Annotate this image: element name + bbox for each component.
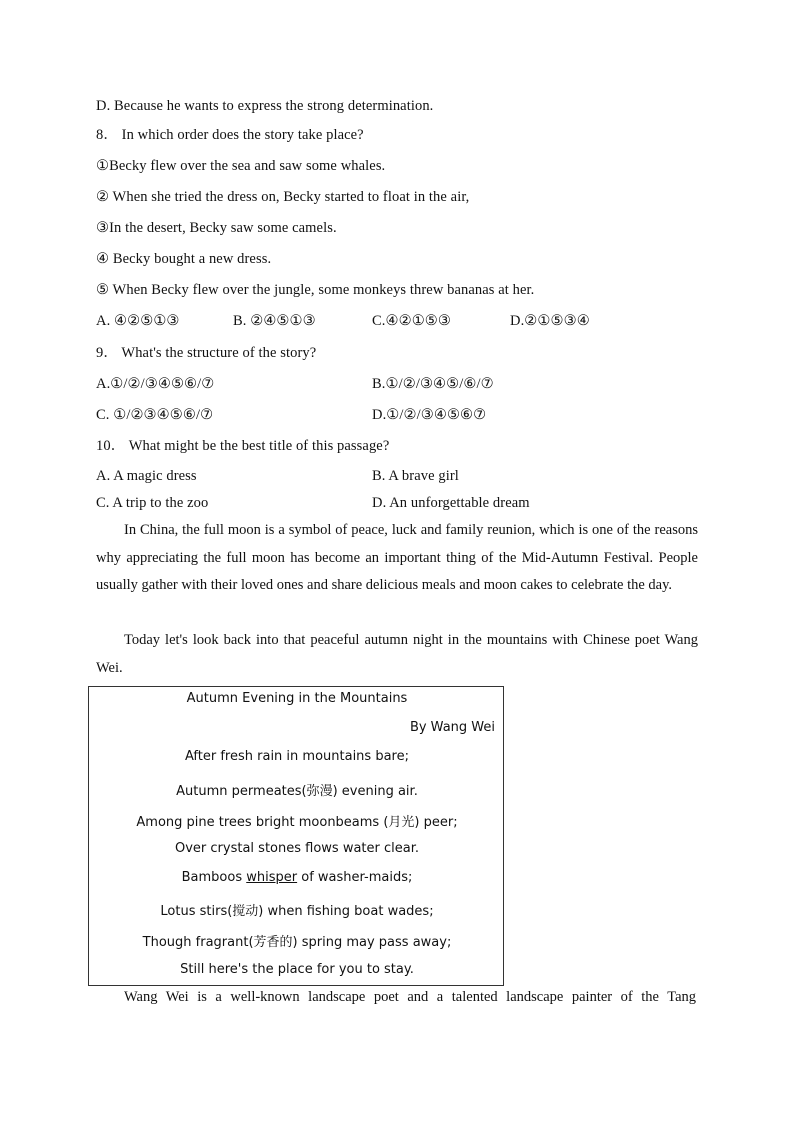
- q8-option-b: B. ②④⑤①③: [233, 313, 316, 329]
- q10-option-d: D. An unforgettable dream: [372, 495, 530, 511]
- poem-line-4: Over crystal stones flows water clear.: [175, 841, 419, 856]
- q9-option-d: D.①/②/③④⑤⑥⑦: [372, 407, 487, 423]
- poem-line-7: Though fragrant(芳香的) spring may pass away;: [142, 935, 452, 950]
- q8-option-a: A. ④②⑤①③: [96, 313, 180, 329]
- q10-option-b: B. A brave girl: [372, 468, 459, 484]
- poem-line-1: After fresh rain in mountains bare;: [185, 749, 409, 764]
- q8-event-3: ③In the desert, Becky saw some camels.: [96, 220, 337, 236]
- poem-line-2: Autumn permeates(弥漫) evening air.: [176, 784, 418, 799]
- poem-line-3: Among pine trees bright moonbeams (月光) peer;: [136, 815, 458, 830]
- q8-question: 8． In which order does the story take place?: [96, 127, 364, 143]
- passage-paragraph-2: Today let's look back into that peaceful autumn night in the mountains with Chinese poet Wang Wei.: [96, 632, 698, 676]
- q10-question: 10． What might be the best title of this passage?: [96, 438, 390, 454]
- passage-paragraph-1: In China, the full moon is a symbol of peace, luck and family reunion, which is one of the reasons why appreciating the full moon has become an important thing of the Mid-Autumn Festival. People usually gather with their loved ones and share delicious meals and moon cakes to celebrate the day.: [96, 522, 698, 593]
- q8-event-5: ⑤ When Becky flew over the jungle, some monkeys threw bananas at her.: [96, 282, 535, 298]
- q10-option-c: C. A trip to the zoo: [96, 495, 209, 511]
- q10-option-a: A. A magic dress: [96, 468, 197, 484]
- poem-title: Autumn Evening in the Mountains: [186, 691, 408, 706]
- q9-option-c: C. ①/②③④⑤⑥/⑦: [96, 407, 214, 423]
- q8-event-2: ② When she tried the dress on, Becky started to float in the air,: [96, 189, 470, 205]
- q8-option-d: D.②①⑤③④: [510, 313, 590, 329]
- q8-event-4: ④ Becky bought a new dress.: [96, 251, 272, 267]
- poem-line-8: Still here's the place for you to stay.: [180, 962, 414, 977]
- poem-line-5-pre: Bamboos: [181, 870, 247, 885]
- q9-question: 9． What's the structure of the story?: [96, 345, 317, 361]
- underlined-word-whisper: whisper: [246, 870, 298, 885]
- q8-event-1: ①Becky flew over the sea and saw some whales.: [96, 158, 386, 174]
- poem-box: [88, 686, 504, 986]
- q8-option-c: C.④②①⑤③: [372, 313, 451, 329]
- q7-option-d: D. Because he wants to express the strong determination.: [96, 98, 434, 114]
- passage-tail-line: Wang Wei is a well-known landscape poet and a talented landscape painter of the Tang: [124, 989, 696, 1005]
- poem-line-6: Lotus stirs(搅动) when fishing boat wades;: [160, 904, 434, 919]
- q9-option-b: B.①/②/③④⑤/⑥/⑦: [372, 376, 494, 392]
- poem-author: By Wang Wei: [409, 720, 495, 735]
- poem-line-5-post: of washer-maids;: [297, 870, 413, 885]
- poem-line-5: [89, 870, 505, 885]
- q9-option-a: A.①/②/③④⑤⑥/⑦: [96, 376, 215, 392]
